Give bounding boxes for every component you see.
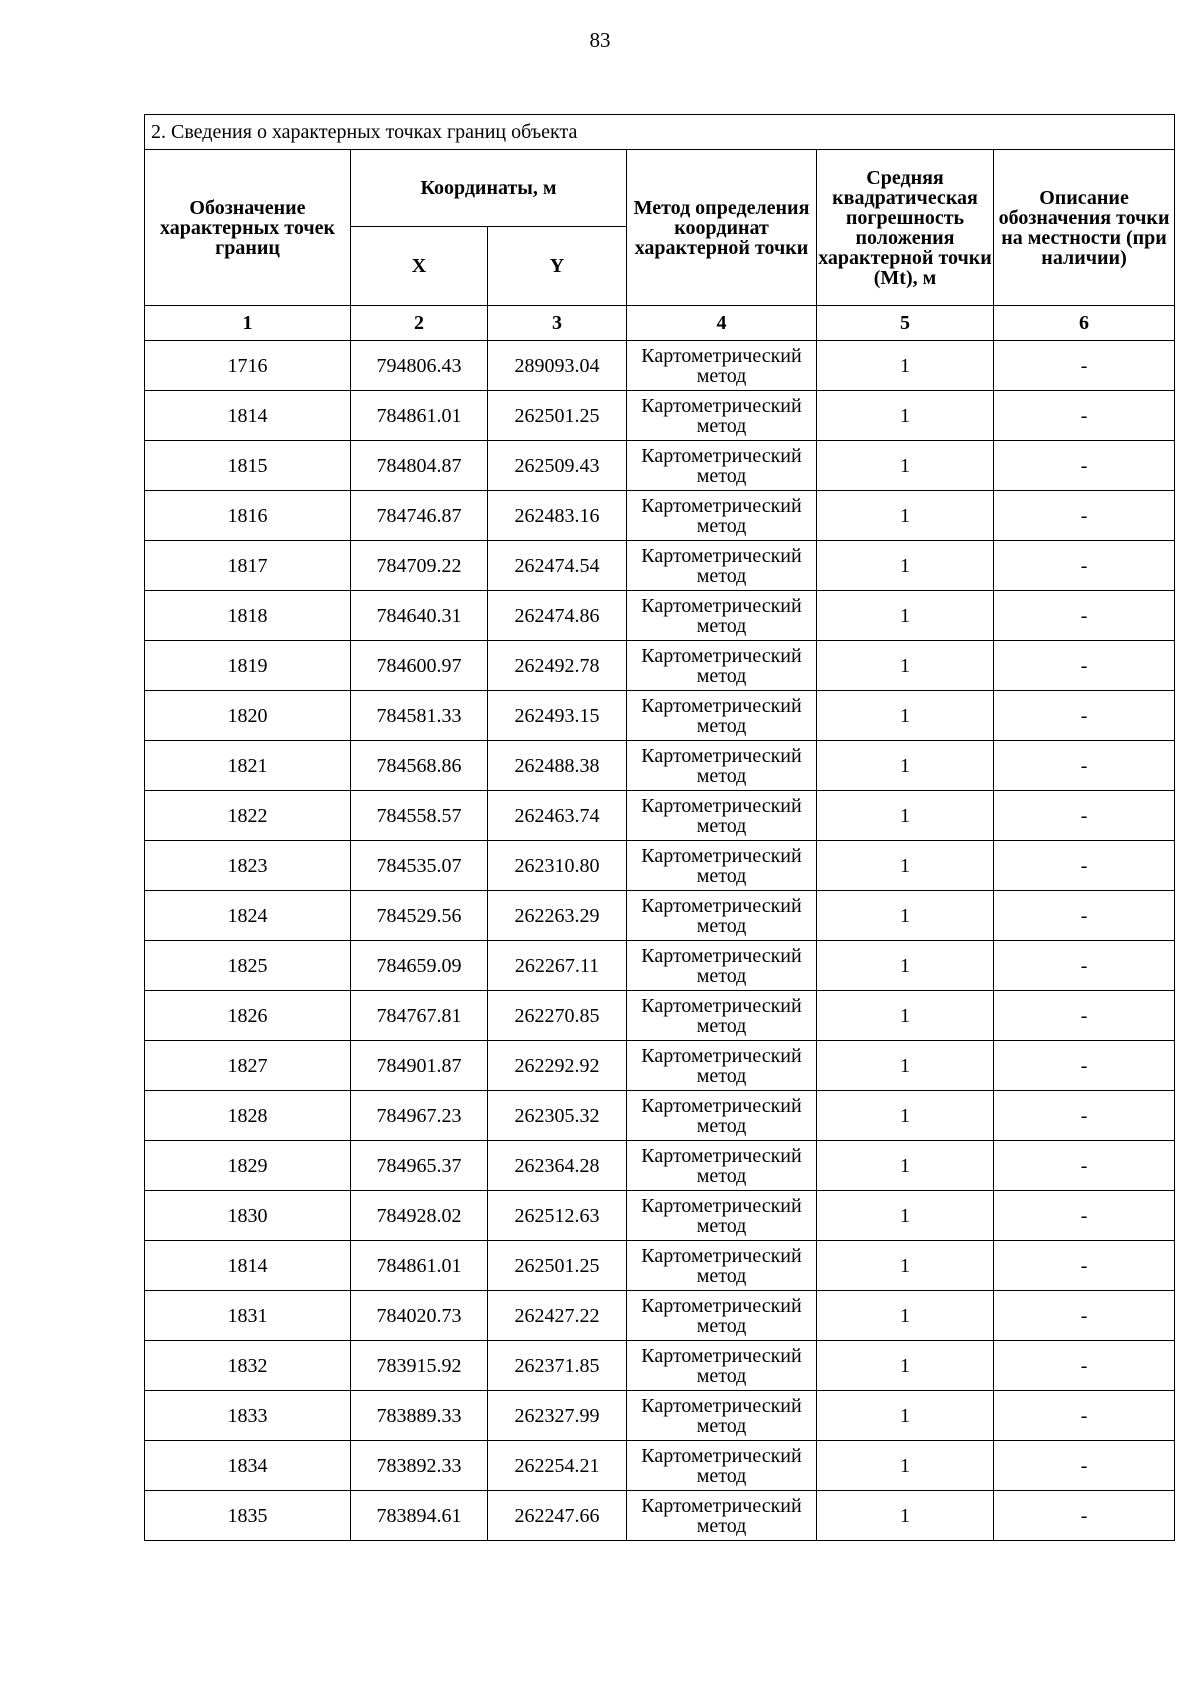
accuracy-value: 1	[817, 441, 994, 491]
method-cell	[627, 941, 817, 991]
method-cell	[627, 441, 817, 491]
method-cell	[627, 1341, 817, 1391]
coordinate-y: 262263.29	[488, 891, 627, 941]
method-cell	[627, 1491, 817, 1541]
table-row	[145, 541, 1175, 591]
point-designation: 1827	[145, 1041, 351, 1091]
accuracy-value: 1	[817, 1491, 994, 1541]
accuracy-value: 1	[817, 741, 994, 791]
method-line-2: метод	[696, 1264, 747, 1287]
accuracy-value: 1	[817, 791, 994, 841]
point-designation: 1815	[145, 441, 351, 491]
accuracy-value: 1	[817, 691, 994, 741]
method-line-2: метод	[696, 614, 747, 637]
accuracy-value: 1	[817, 1041, 994, 1091]
point-designation: 1822	[145, 791, 351, 841]
method-line-2: метод	[696, 1064, 747, 1087]
method-cell	[627, 591, 817, 641]
method-line-2: метод	[696, 1114, 747, 1137]
coordinate-x: 783892.33	[351, 1441, 488, 1491]
coordinate-y: 262247.66	[488, 1491, 627, 1541]
header-y: Y	[488, 227, 627, 306]
accuracy-value: 1	[817, 491, 994, 541]
coordinate-y: 289093.04	[488, 341, 627, 391]
table-row	[145, 1391, 1175, 1441]
point-designation: 1716	[145, 341, 351, 391]
coordinate-y: 262267.11	[488, 941, 627, 991]
point-designation: 1824	[145, 891, 351, 941]
table-row	[145, 991, 1175, 1041]
coordinate-y: 262512.63	[488, 1191, 627, 1241]
point-designation: 1817	[145, 541, 351, 591]
method-cell	[627, 541, 817, 591]
accuracy-value: 1	[817, 1441, 994, 1491]
point-description: -	[994, 591, 1175, 641]
coordinate-y: 262488.38	[488, 741, 627, 791]
method-line-2: метод	[696, 1414, 747, 1437]
method-line-1: Картометрический	[641, 1194, 802, 1217]
point-description: -	[994, 741, 1175, 791]
coordinate-x: 784529.56	[351, 891, 488, 941]
coordinate-x: 784767.81	[351, 991, 488, 1041]
coordinate-y: 262270.85	[488, 991, 627, 1041]
method-line-2: метод	[696, 1464, 747, 1487]
header-designation: Обозначение характерных точек границ	[145, 150, 351, 306]
method-cell	[627, 1441, 817, 1491]
method-line-1: Картометрический	[641, 844, 802, 867]
table-row	[145, 1241, 1175, 1291]
coordinate-y: 262483.16	[488, 491, 627, 541]
table-row	[145, 1341, 1175, 1391]
method-cell	[627, 891, 817, 941]
table-row	[145, 1141, 1175, 1191]
coordinate-y: 262371.85	[488, 1341, 627, 1391]
coordinate-x: 784640.31	[351, 591, 488, 641]
coordinate-x: 783889.33	[351, 1391, 488, 1441]
table-row	[145, 841, 1175, 891]
table-row	[145, 1091, 1175, 1141]
point-designation: 1835	[145, 1491, 351, 1541]
coordinate-y: 262327.99	[488, 1391, 627, 1441]
accuracy-value: 1	[817, 541, 994, 591]
point-designation: 1814	[145, 1241, 351, 1291]
coordinate-x: 784709.22	[351, 541, 488, 591]
accuracy-value: 1	[817, 1141, 994, 1191]
coordinate-y: 262310.80	[488, 841, 627, 891]
point-description: -	[994, 891, 1175, 941]
method-line-1: Картометрический	[641, 1094, 802, 1117]
page-number: 83	[589, 28, 611, 52]
method-line-1: Картометрический	[641, 394, 802, 417]
column-number-row	[145, 306, 1175, 341]
table-row	[145, 341, 1175, 391]
column-number: 1	[145, 306, 351, 341]
point-designation: 1826	[145, 991, 351, 1041]
coordinate-y: 262254.21	[488, 1441, 627, 1491]
point-description: -	[994, 341, 1175, 391]
coordinate-x: 784928.02	[351, 1191, 488, 1241]
point-designation: 1818	[145, 591, 351, 641]
coordinate-x: 784659.09	[351, 941, 488, 991]
point-designation: 1823	[145, 841, 351, 891]
method-cell	[627, 641, 817, 691]
method-cell	[627, 1041, 817, 1091]
point-designation: 1833	[145, 1391, 351, 1441]
column-number: 2	[351, 306, 488, 341]
method-line-2: метод	[696, 564, 747, 587]
accuracy-value: 1	[817, 1091, 994, 1141]
method-line-2: метод	[696, 1164, 747, 1187]
header-description: Описание обозначения точки на местности (при наличии)	[994, 150, 1175, 306]
method-cell	[627, 1391, 817, 1441]
method-line-2: метод	[696, 1364, 747, 1387]
coordinate-x: 784581.33	[351, 691, 488, 741]
header-accuracy: Средняя квадратическая погрешность положения характерной точки (Mt), м	[817, 150, 994, 306]
accuracy-value: 1	[817, 841, 994, 891]
method-line-2: метод	[696, 714, 747, 737]
method-line-2: метод	[696, 364, 747, 387]
method-line-1: Картометрический	[641, 794, 802, 817]
method-cell	[627, 691, 817, 741]
point-designation: 1814	[145, 391, 351, 441]
method-line-1: Картометрический	[641, 1394, 802, 1417]
header-method: Метод определения координат характерной точки	[627, 150, 817, 306]
coordinate-x: 784568.86	[351, 741, 488, 791]
column-number: 3	[488, 306, 627, 341]
coordinate-x: 784020.73	[351, 1291, 488, 1341]
accuracy-value: 1	[817, 341, 994, 391]
method-line-1: Картометрический	[641, 494, 802, 517]
method-line-2: метод	[696, 1314, 747, 1337]
method-line-1: Картометрический	[641, 444, 802, 467]
point-description: -	[994, 941, 1175, 991]
method-line-1: Картометрический	[641, 694, 802, 717]
table-section-title: 2. Сведения о характерных точках границ объекта	[145, 115, 1175, 150]
point-description: -	[994, 441, 1175, 491]
method-cell	[627, 491, 817, 541]
table-row	[145, 741, 1175, 791]
point-description: -	[994, 1041, 1175, 1091]
method-line-1: Картометрический	[641, 1044, 802, 1067]
method-line-1: Картометрический	[641, 344, 802, 367]
coordinate-x: 784965.37	[351, 1141, 488, 1191]
accuracy-value: 1	[817, 1291, 994, 1341]
table-row	[145, 1491, 1175, 1541]
point-designation: 1816	[145, 491, 351, 541]
table-row	[145, 941, 1175, 991]
point-designation: 1832	[145, 1341, 351, 1391]
method-line-2: метод	[696, 1514, 747, 1537]
method-line-1: Картометрический	[641, 1294, 802, 1317]
method-line-1: Картометрический	[641, 594, 802, 617]
accuracy-value: 1	[817, 941, 994, 991]
coordinate-x: 784746.87	[351, 491, 488, 541]
coordinate-x: 784861.01	[351, 1241, 488, 1291]
method-cell	[627, 991, 817, 1041]
method-line-2: метод	[696, 1014, 747, 1037]
column-number: 4	[627, 306, 817, 341]
method-cell	[627, 391, 817, 441]
point-description: -	[994, 1191, 1175, 1241]
point-designation: 1819	[145, 641, 351, 691]
coordinate-x: 784901.87	[351, 1041, 488, 1091]
point-designation: 1821	[145, 741, 351, 791]
table-row	[145, 641, 1175, 691]
table-row	[145, 491, 1175, 541]
header-coordinates: Координаты, м	[351, 150, 627, 227]
table-row	[145, 891, 1175, 941]
accuracy-value: 1	[817, 991, 994, 1041]
point-description: -	[994, 391, 1175, 441]
coordinate-y: 262305.32	[488, 1091, 627, 1141]
method-line-2: метод	[696, 1214, 747, 1237]
point-description: -	[994, 541, 1175, 591]
method-line-1: Картометрический	[641, 894, 802, 917]
point-description: -	[994, 1241, 1175, 1291]
method-line-2: метод	[696, 414, 747, 437]
point-description: -	[994, 491, 1175, 541]
method-line-1: Картометрический	[641, 1144, 802, 1167]
point-description: -	[994, 641, 1175, 691]
point-description: -	[994, 1341, 1175, 1391]
point-description: -	[994, 841, 1175, 891]
accuracy-value: 1	[817, 641, 994, 691]
method-line-2: метод	[696, 864, 747, 887]
point-description: -	[994, 791, 1175, 841]
point-description: -	[994, 1091, 1175, 1141]
coordinate-y: 262501.25	[488, 391, 627, 441]
point-designation: 1834	[145, 1441, 351, 1491]
method-line-1: Картометрический	[641, 1344, 802, 1367]
point-designation: 1830	[145, 1191, 351, 1241]
method-line-1: Картометрический	[641, 994, 802, 1017]
method-cell	[627, 1091, 817, 1141]
method-cell	[627, 1241, 817, 1291]
coordinate-y: 262501.25	[488, 1241, 627, 1291]
point-description: -	[994, 1291, 1175, 1341]
table-body	[145, 341, 1175, 1541]
point-description: -	[994, 1141, 1175, 1191]
coordinate-y: 262493.15	[488, 691, 627, 741]
accuracy-value: 1	[817, 1341, 994, 1391]
coordinate-y: 262474.86	[488, 591, 627, 641]
coordinate-x: 794806.43	[351, 341, 488, 391]
accuracy-value: 1	[817, 1191, 994, 1241]
method-cell	[627, 1291, 817, 1341]
method-cell	[627, 741, 817, 791]
coordinate-y: 262292.92	[488, 1041, 627, 1091]
coordinate-x: 784558.57	[351, 791, 488, 841]
coordinate-x: 784600.97	[351, 641, 488, 691]
coordinate-x: 784861.01	[351, 391, 488, 441]
method-line-1: Картометрический	[641, 1244, 802, 1267]
method-line-1: Картометрический	[641, 1444, 802, 1467]
column-number: 6	[994, 306, 1175, 341]
point-designation: 1825	[145, 941, 351, 991]
point-description: -	[994, 1441, 1175, 1491]
method-line-1: Картометрический	[641, 644, 802, 667]
point-designation: 1831	[145, 1291, 351, 1341]
point-description: -	[994, 991, 1175, 1041]
table-row	[145, 441, 1175, 491]
point-designation: 1820	[145, 691, 351, 741]
table-row	[145, 391, 1175, 441]
coordinate-y: 262509.43	[488, 441, 627, 491]
method-line-2: метод	[696, 664, 747, 687]
method-cell	[627, 841, 817, 891]
method-cell	[627, 1141, 817, 1191]
coordinate-x: 784535.07	[351, 841, 488, 891]
header-x: X	[351, 227, 488, 306]
method-cell	[627, 791, 817, 841]
coordinate-y: 262427.22	[488, 1291, 627, 1341]
coordinate-x: 783894.61	[351, 1491, 488, 1541]
point-description: -	[994, 1391, 1175, 1441]
accuracy-value: 1	[817, 1391, 994, 1441]
accuracy-value: 1	[817, 391, 994, 441]
table-row	[145, 691, 1175, 741]
table-row	[145, 791, 1175, 841]
method-line-2: метод	[696, 964, 747, 987]
method-line-2: метод	[696, 914, 747, 937]
table-row	[145, 591, 1175, 641]
method-line-1: Картометрический	[641, 744, 802, 767]
accuracy-value: 1	[817, 1241, 994, 1291]
point-description: -	[994, 691, 1175, 741]
point-description: -	[994, 1491, 1175, 1541]
method-line-2: метод	[696, 514, 747, 537]
coordinate-y: 262463.74	[488, 791, 627, 841]
table-row	[145, 1191, 1175, 1241]
method-line-1: Картометрический	[641, 544, 802, 567]
coordinate-y: 262364.28	[488, 1141, 627, 1191]
method-cell	[627, 341, 817, 391]
accuracy-value: 1	[817, 891, 994, 941]
coordinate-x: 784804.87	[351, 441, 488, 491]
method-line-2: метод	[696, 764, 747, 787]
method-line-1: Картометрический	[641, 1494, 802, 1517]
coordinate-y: 262492.78	[488, 641, 627, 691]
column-number: 5	[817, 306, 994, 341]
boundary-points-table	[144, 114, 1175, 1541]
method-line-2: метод	[696, 464, 747, 487]
method-line-1: Картометрический	[641, 944, 802, 967]
accuracy-value: 1	[817, 591, 994, 641]
coordinate-x: 783915.92	[351, 1341, 488, 1391]
coordinate-x: 784967.23	[351, 1091, 488, 1141]
point-designation: 1829	[145, 1141, 351, 1191]
table-row	[145, 1041, 1175, 1091]
method-line-2: метод	[696, 814, 747, 837]
point-designation: 1828	[145, 1091, 351, 1141]
table-row	[145, 1291, 1175, 1341]
method-cell	[627, 1191, 817, 1241]
table-row	[145, 1441, 1175, 1491]
coordinate-y: 262474.54	[488, 541, 627, 591]
